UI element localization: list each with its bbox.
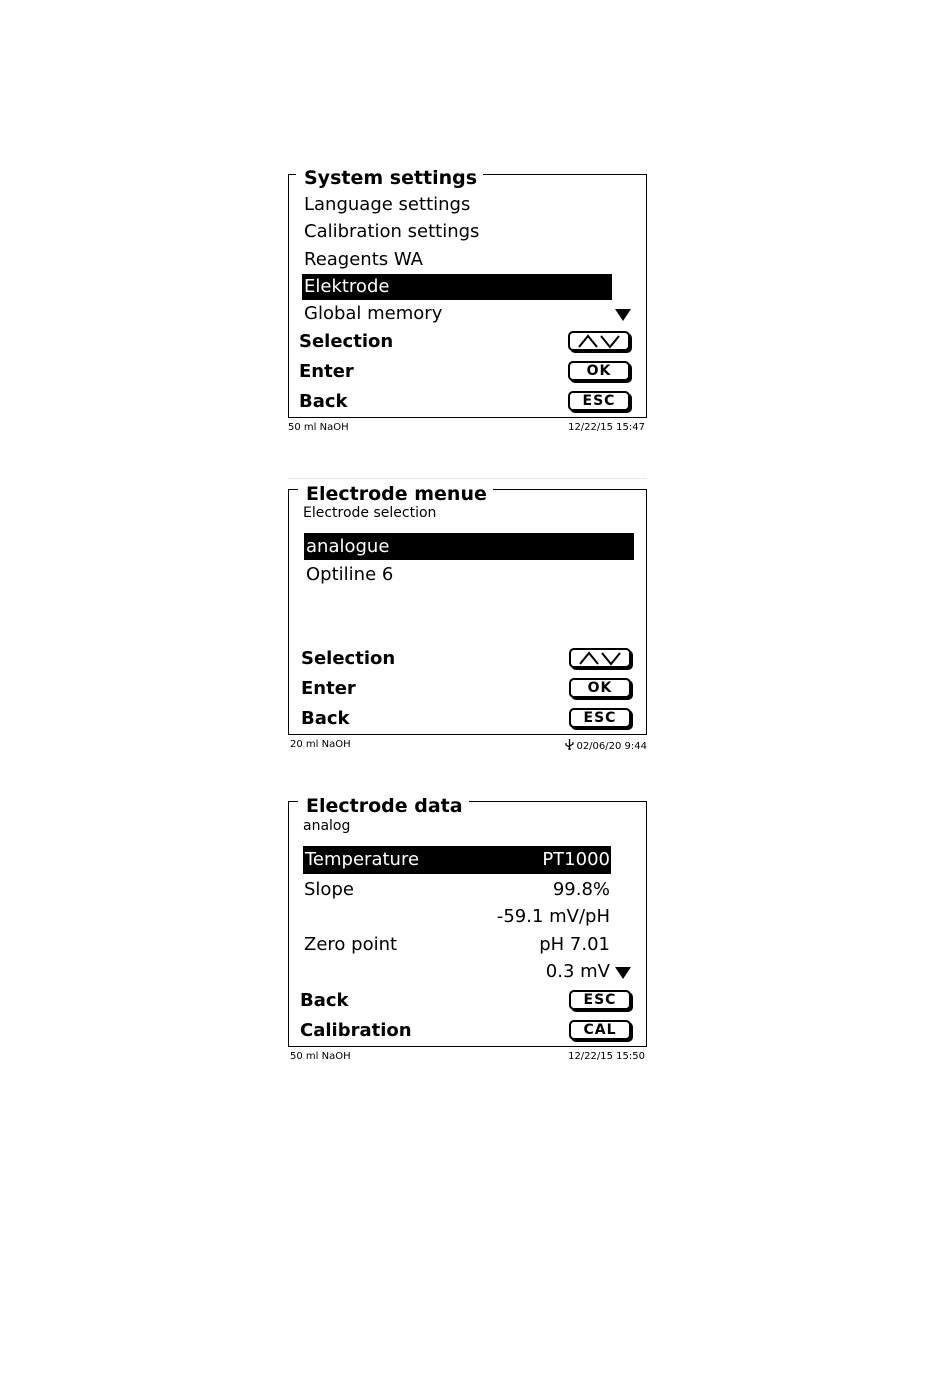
temperature-value: PT1000 (542, 849, 610, 870)
back-label: Back (301, 708, 350, 729)
menu-item-calibration-settings[interactable]: Calibration settings (304, 221, 480, 242)
electrode-data-title: Electrode data (298, 796, 469, 816)
selection-label: Selection (301, 648, 396, 669)
calibration-label: Calibration (300, 1020, 412, 1041)
menu-item-global-memory[interactable]: Global memory (304, 303, 443, 324)
electrode-menue-screen (288, 482, 647, 754)
selection-label: Selection (299, 331, 394, 352)
usb-icon (565, 739, 574, 750)
section-divider (288, 478, 647, 479)
up-down-arrows-icon (576, 334, 622, 349)
cal-key[interactable]: CAL (569, 1020, 631, 1040)
back-label: Back (300, 990, 349, 1011)
electrode-menue-title: Electrode menue (298, 484, 493, 504)
scroll-down-icon[interactable] (615, 967, 631, 979)
menu-item-optiline-6[interactable]: Optiline 6 (306, 564, 394, 585)
footer-datetime: 12/22/15 15:47 (568, 422, 645, 433)
ok-key[interactable]: OK (568, 361, 630, 381)
slope-label: Slope (304, 879, 354, 900)
footer-reagent: 50 ml NaOH (290, 1051, 351, 1062)
footer-datetime: 12/22/15 15:50 (568, 1051, 645, 1062)
footer-datetime: 02/06/20 9:44 (576, 741, 647, 752)
temperature-label: Temperature (305, 849, 420, 870)
system-settings-title: System settings (296, 168, 483, 188)
menu-item-reagents-wa[interactable]: Reagents WA (304, 249, 423, 270)
electrode-menue-subtitle: Electrode selection (303, 505, 437, 521)
zero-point-mv: 0.3 mV (545, 961, 610, 982)
system-settings-screen (288, 166, 647, 438)
footer-reagent: 20 ml NaOH (290, 739, 351, 750)
electrode-data-subtitle: analog (303, 818, 351, 834)
menu-item-language-settings[interactable]: Language settings (304, 194, 471, 215)
electrode-data-screen (288, 794, 647, 1066)
footer-reagent: 50 ml NaOH (288, 422, 349, 433)
back-label: Back (299, 391, 348, 412)
slope-mv: -59.1 mV/pH (496, 906, 610, 927)
ok-key[interactable]: OK (569, 678, 631, 698)
menu-item-analogue[interactable]: analogue (304, 533, 634, 560)
enter-label: Enter (301, 678, 356, 699)
esc-key[interactable]: ESC (569, 708, 631, 728)
up-down-arrows-icon (577, 651, 623, 666)
scroll-down-icon[interactable] (615, 309, 631, 321)
zero-point-label: Zero point (304, 934, 398, 955)
footer-status (565, 739, 647, 753)
esc-key[interactable]: ESC (568, 391, 630, 411)
zero-point-ph: pH 7.01 (539, 934, 610, 955)
up-down-key[interactable] (568, 331, 630, 351)
esc-key[interactable]: ESC (569, 990, 631, 1010)
menu-item-elektrode[interactable]: Elektrode (302, 274, 612, 300)
temperature-row[interactable] (303, 846, 611, 874)
up-down-key[interactable] (569, 648, 631, 668)
slope-percent: 99.8% (552, 879, 610, 900)
enter-label: Enter (299, 361, 354, 382)
